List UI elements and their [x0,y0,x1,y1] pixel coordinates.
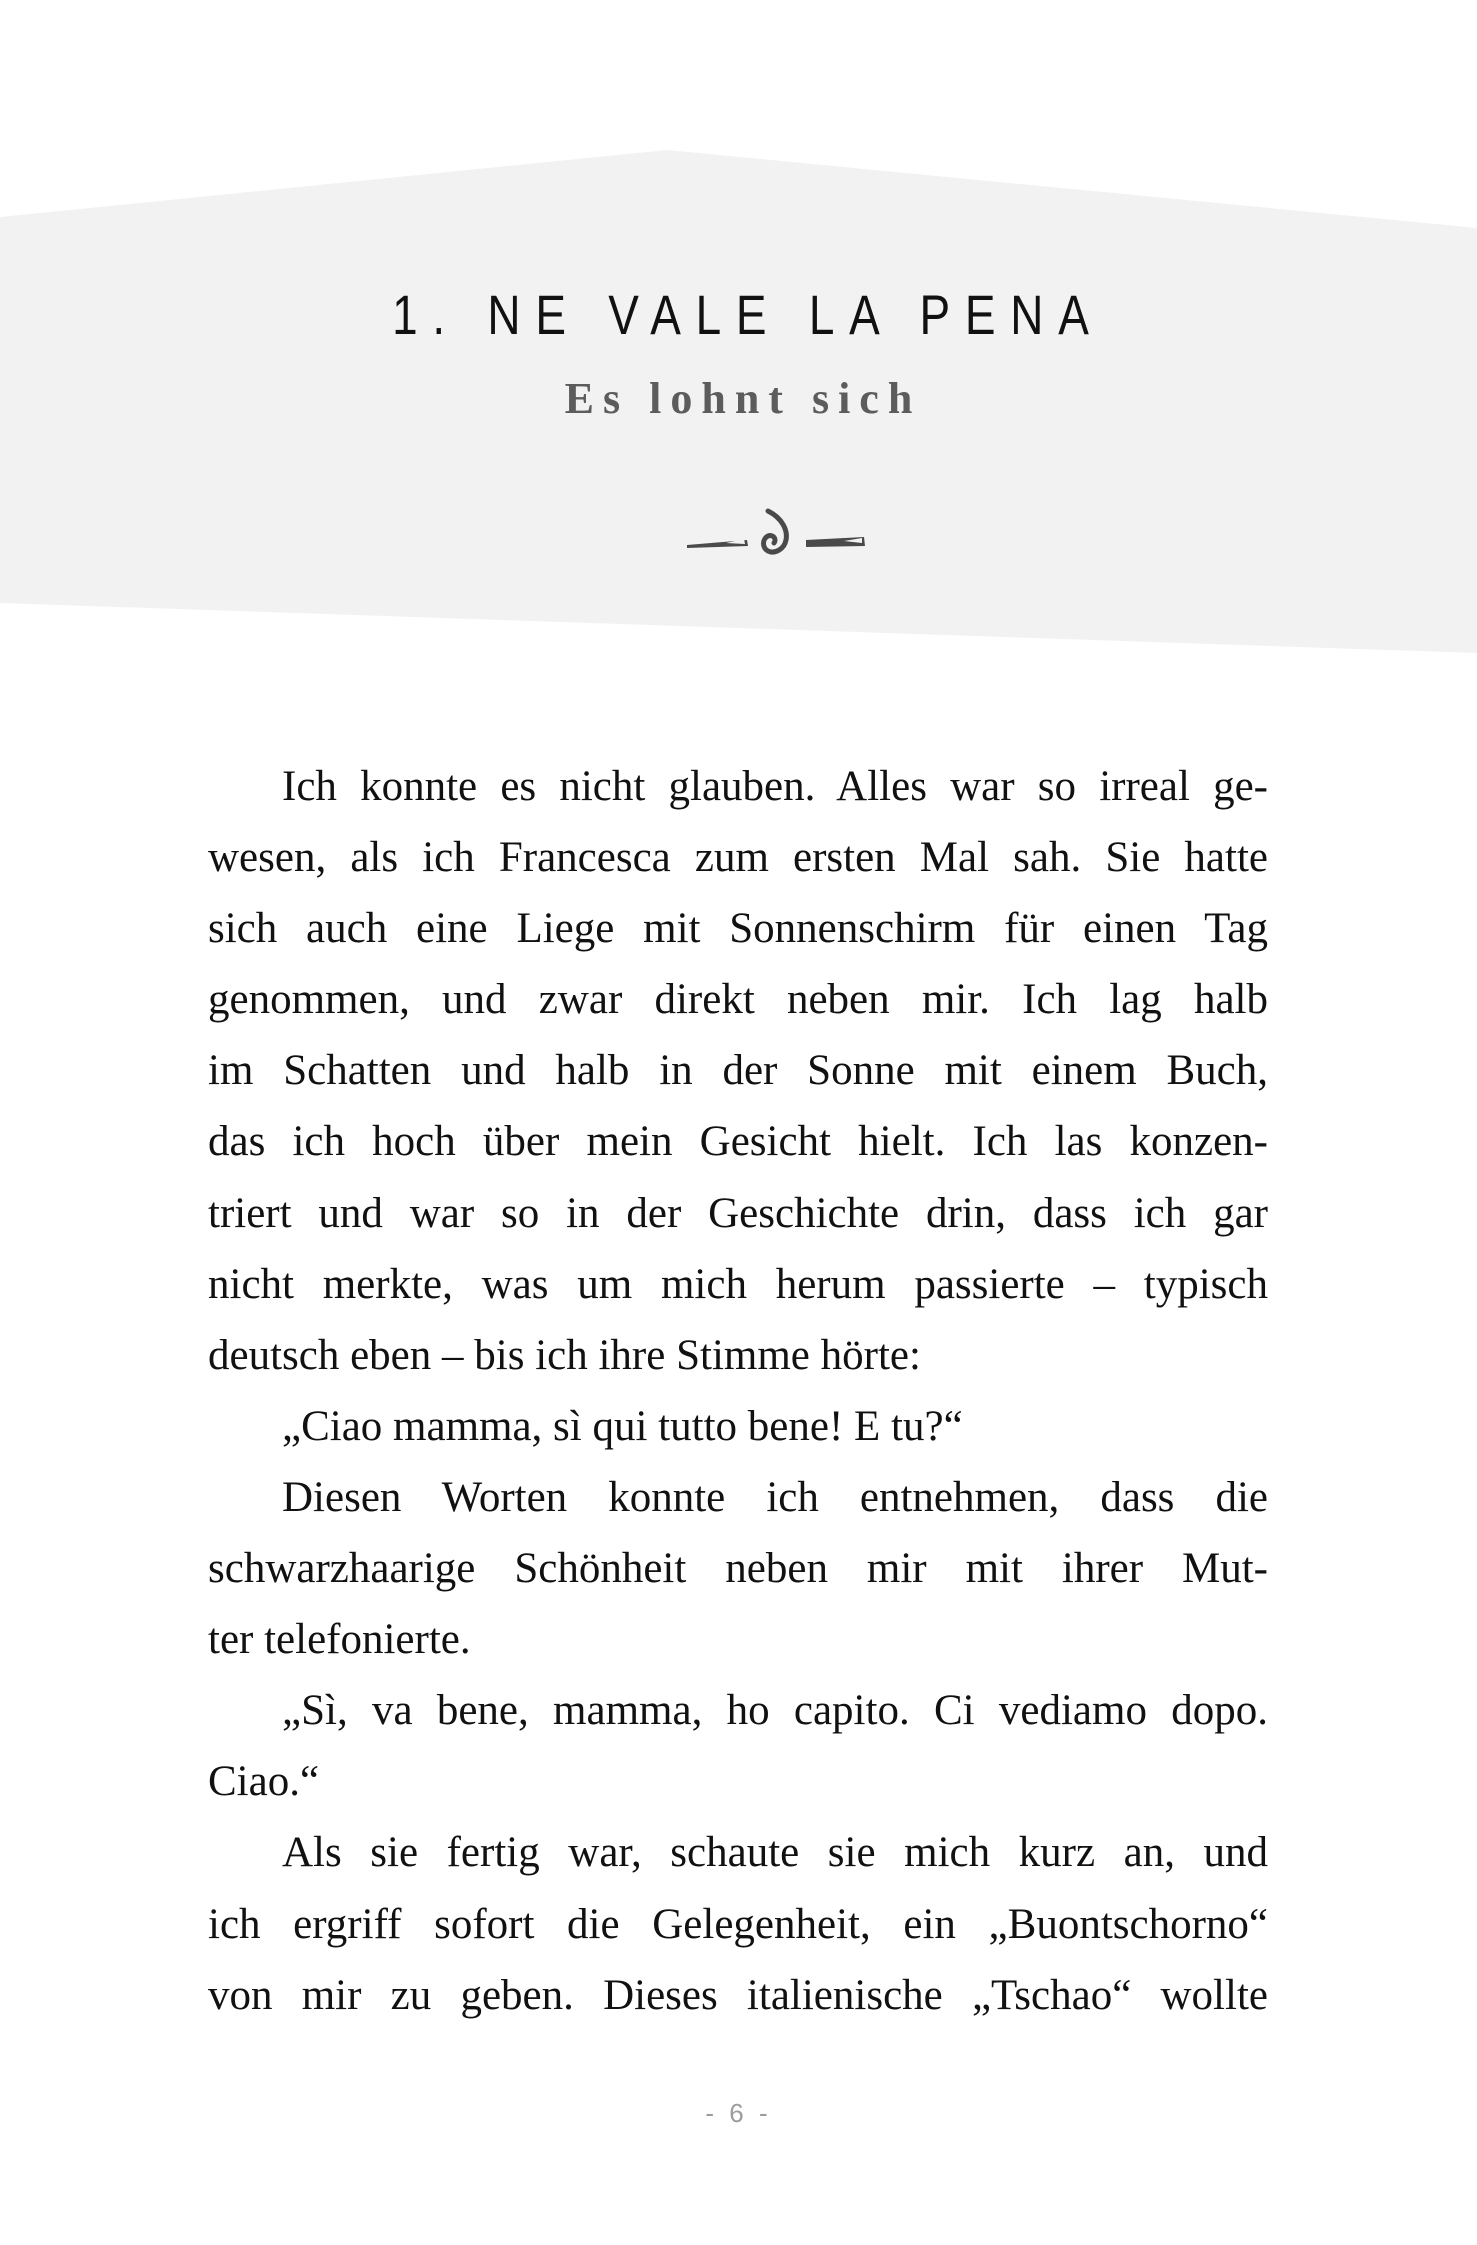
chapter-body-text [208,751,1268,2031]
text-line: genommen, und zwar direkt neben mir. Ich lag halb [208,976,1268,1024]
text-line: deutsch eben – bis ich ihre Stimme hörte: [208,1331,921,1379]
text-line: von mir zu geben. Dieses italienische „Tschao“ wollte [208,1971,1268,2019]
chapter-subtitle [0,371,1477,427]
chapter-subtitle-text: Es lohnt sich [564,374,922,423]
text-line: das ich hoch über mein Gesicht hielt. Ich las konzen- [208,1118,1268,1166]
chapter-title-text: 1. NE VALE LA PENA [391,283,1104,346]
chapter-title [0,282,1477,348]
text-line: im Schatten und halb in der Sonne mit einem Buch, [208,1047,1268,1095]
page-number: - 6 - [705,2098,772,2128]
text-line: „Ciao mamma, sì qui tutto bene! E tu?“ [282,1402,963,1450]
text-line: schwarzhaarige Schönheit neben mir mit ihrer Mut- [208,1545,1268,1593]
text-line: wesen, als ich Francesca zum ersten Mal sah. Sie hatte [208,834,1268,882]
text-line: nicht merkte, was um mich herum passierte – typisch [208,1260,1268,1308]
text-line: ter telefonierte. [208,1616,471,1664]
text-line: Ich konnte es nicht glauben. Alles war so irreal ge- [282,763,1268,810]
text-line: ich ergriff sofort die Gelegenheit, ein „Buontschorno“ [208,1900,1268,1948]
text-line: Diesen Worten konnte ich entnehmen, dass die [282,1473,1268,1521]
text-line: triert und war so in der Geschichte drin, dass ich gar [208,1189,1268,1237]
text-line: sich auch eine Liege mit Sonnenschirm für einen Tag [208,905,1268,953]
text-line: „Sì, va bene, mamma, ho capito. Ci vediamo dopo. [282,1687,1268,1735]
chapter-header-band [0,0,1477,700]
spiral-flourish-icon [684,506,866,558]
text-line: Ciao.“ [208,1758,320,1806]
text-line: Als sie fertig war, schaute sie mich kurz an, und [282,1829,1268,1877]
